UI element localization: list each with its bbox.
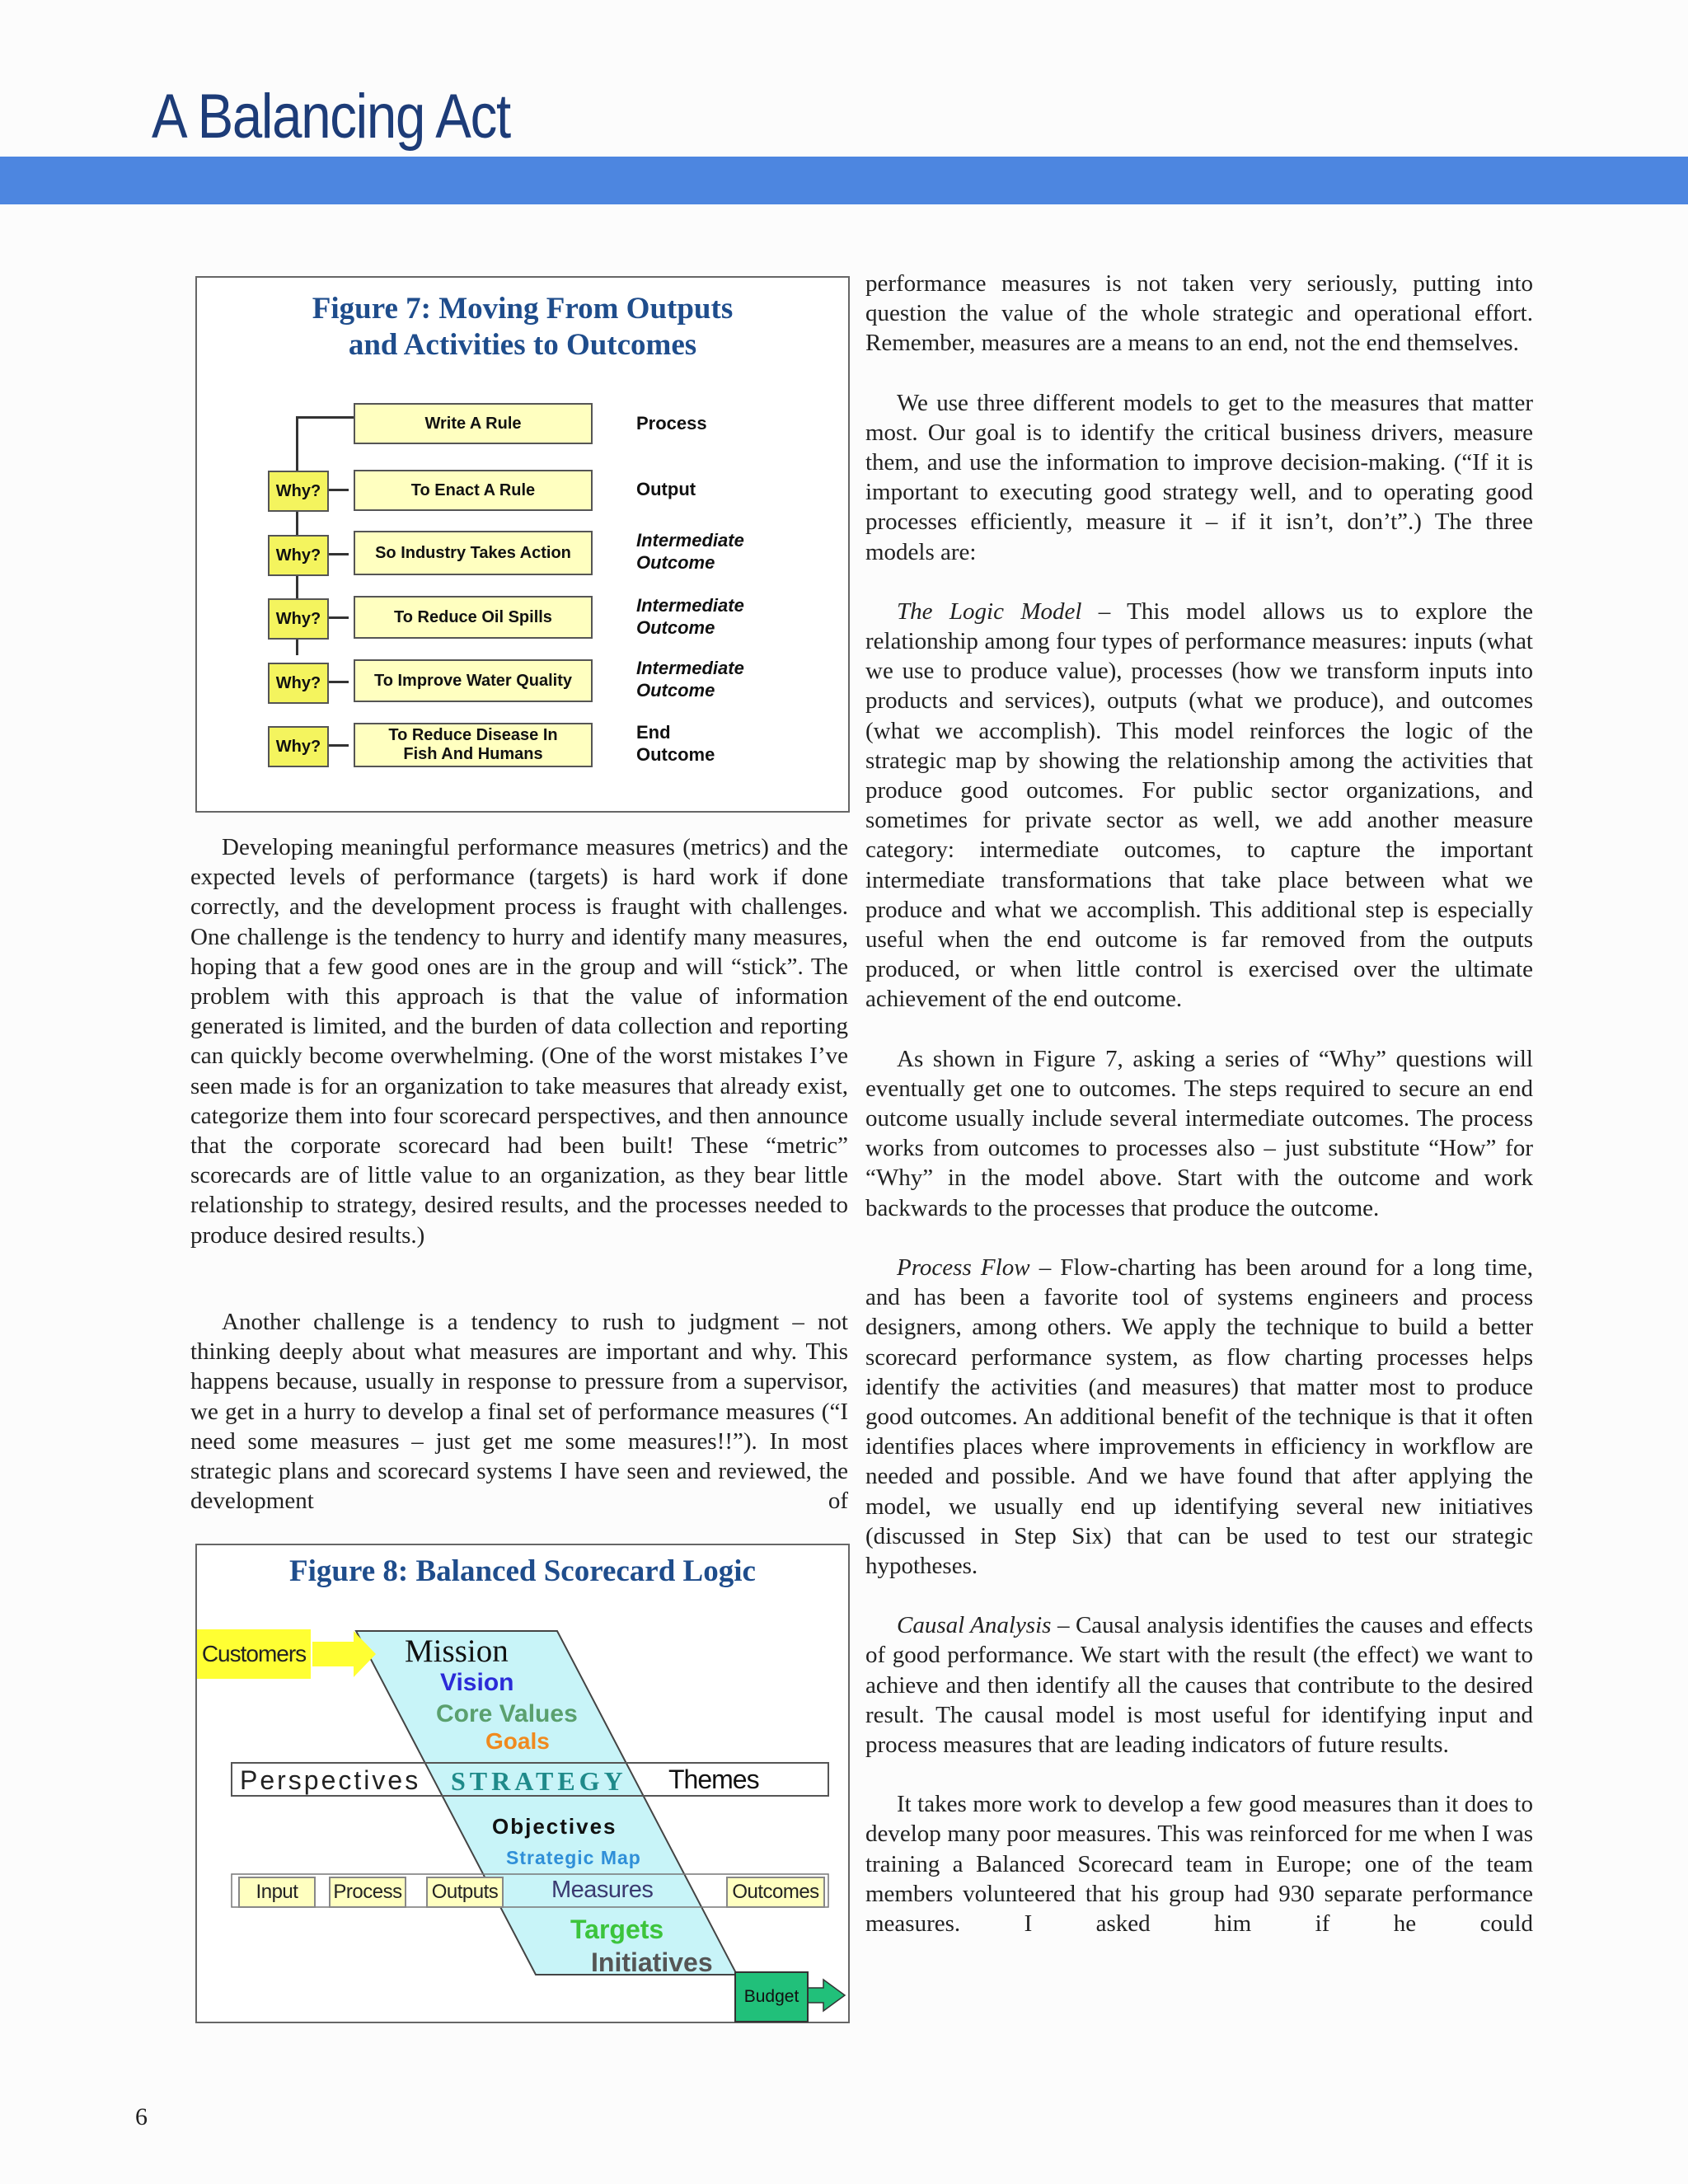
perspectives-label: Perspectives (240, 1765, 421, 1795)
figure-7-title (197, 291, 848, 363)
paragraph-process-flow (865, 1253, 1533, 1581)
paragraph-text: – Causal analysis identifies the causes and effects of good performance. We start with the result (the effect) we want to achieve and then identify all the causes that contribute to the desired result. The causal model is most useful for identifying input and process measures that are leading indicators of future results. (865, 1612, 1534, 1758)
budget-box: Budget (734, 1971, 809, 2022)
objectives-label: Objectives (492, 1814, 617, 1839)
why-connector (327, 553, 349, 555)
label-line2: Outcome (636, 617, 715, 638)
why-connector (327, 489, 349, 491)
vision-label: Vision (440, 1669, 514, 1696)
label-end-outcome (636, 721, 715, 766)
top-connector-line (296, 416, 354, 419)
box-write-a-rule: Write A Rule (354, 403, 593, 444)
left-column-upper (190, 832, 848, 1250)
figure-8-title: Figure 8: Balanced Scorecard Logic (289, 1554, 756, 1588)
label-intermediate-outcome (636, 657, 744, 701)
label-line1: Intermediate (636, 595, 744, 616)
label-output: Output (636, 479, 696, 499)
page-number: 6 (135, 2103, 148, 2130)
paragraph: We use three different models to get to the measures that matter most. Our goal is to identify the critical business drivers, measure them, and use the information to improve decision-making. (“If it is important to executing good strategy well, and to operating good processes efficiently, measure it – if it isn’t, don’t”.) The three models are: (865, 389, 1533, 565)
box-to-improve-water-quality: To Improve Water Quality (354, 659, 593, 702)
label-process: Process (636, 413, 707, 434)
goals-label: Goals (485, 1728, 550, 1754)
label-line2: Outcome (636, 680, 715, 701)
budget-arrow (805, 1980, 845, 2011)
right-column (865, 269, 1533, 1938)
initiatives-label: Initiatives (591, 1947, 713, 1977)
paragraph-causal-analysis (865, 1610, 1533, 1760)
figure-7-title-line2: and Activities to Outcomes (348, 328, 697, 362)
box-to-reduce-oil-spills: To Reduce Oil Spills (354, 596, 593, 639)
left-column-lower (190, 1307, 848, 1516)
figure-8 (195, 1544, 850, 2023)
paragraph: performance measures is not taken very seriously, putting into question the value of the whole strategic and operational effort. Remember, measures are a means to an end, not the end themselves. (865, 270, 1533, 357)
box-so-industry-takes-action: So Industry Takes Action (354, 531, 593, 575)
label-line1: Intermediate (636, 530, 744, 551)
paragraph: As shown in Figure 7, asking a series of “Why” questions will eventually get one to outcomes. The steps required to secure an end outcome usually include several intermediate outcomes. The process works from outcomes to processes also – just substitute “How” for “Why” in the model above. Start with the outcome and work backwards to the processes that produce the outcome. (865, 1045, 1533, 1221)
input-box: Input (238, 1877, 316, 1908)
strategy-parallelogram (356, 1631, 737, 1975)
why-label: Why? (268, 471, 329, 512)
label-line2: Outcome (636, 552, 715, 573)
strategy-label: STRATEGY (451, 1766, 627, 1796)
label-line1: Intermediate (636, 658, 744, 678)
label-line2: Outcome (636, 744, 715, 765)
paragraph: It takes more work to develop a few good measures than it does to develop many poor measures. This was reinforced for me when I was training a Balanced Scorecard team in Europe; one of the team members volunteered that his group had 930 separate performance measures. I asked him if he could (865, 1791, 1533, 1937)
page-title: A Balancing Act (152, 82, 510, 152)
why-connector (327, 616, 349, 619)
paragraph-text: – This model allows us to explore the relationship among four types of performance measures: inputs (what we use to produce value), processes (how we transform inputs into products and services), outputs (what we produce), and outcomes (what we accomplish). This model reinforces the logic of the strategic map by showing the relationship among the activities that produce good outcomes. For public sector organizations, and sometimes for private sector as well, we add another measure category: intermediate outcomes, to capture the important intermediate transformations that take place between what we produce and what we accomplish. This additional step is especially useful when the end outcome is far removed from the outputs produced, or when little control is exercised over the ultimate achievement of the end outcome. (865, 598, 1533, 1013)
logic-model-title: The Logic Model (897, 598, 1082, 625)
box-to-reduce-disease (354, 723, 593, 767)
why-label: Why? (268, 726, 329, 767)
box-line2: Fish And Humans (403, 745, 543, 763)
outputs-box: Outputs (426, 1877, 504, 1908)
why-connector (327, 681, 349, 683)
paragraph-text: – Flow-charting has been around for a long time, and has been a favorite tool of systems engineers and process designers, among others. We apply the technique to build a better scorecard performance system, as flow charting processes helps identify the activities (and measures) that matter most to produce good outcomes. An additional benefit of the technique is that it often identifies places where improvements in efficiency in workflow are needed and possible. And we have found that after applying the model, we usually end up identifying several new initiatives (discussed in Step Six) that can be used to test our strategic hypotheses. (865, 1254, 1533, 1579)
box-line1: To Reduce Disease In (388, 726, 558, 744)
why-connector (327, 744, 349, 747)
paragraph: Another challenge is a tendency to rush to judgment – not thinking deeply about what measures are important and why. This happens because, usually in response to pressure from a supervisor, we get in a hurry to develop a final set of performance measures (“I need some measures – just get me some measures!!”). In most strategic plans and scorecard systems I have seen and reviewed, the development of (190, 1309, 848, 1515)
figure-7 (195, 276, 850, 813)
figure-7-title-line1: Figure 7: Moving From Outputs (312, 292, 734, 326)
process-flow-title: Process Flow (897, 1254, 1030, 1281)
label-line1: End (636, 722, 671, 743)
label-intermediate-outcome (636, 594, 744, 639)
outcomes-box: Outcomes (726, 1877, 825, 1908)
why-label: Why? (268, 535, 329, 576)
core-values-label: Core Values (436, 1700, 578, 1727)
box-to-enact-a-rule: To Enact A Rule (354, 470, 593, 511)
strategic-map-label: Strategic Map (506, 1847, 641, 1868)
process-box: Process (329, 1877, 406, 1908)
customers-box: Customers (197, 1629, 311, 1679)
measures-label: Measures (551, 1877, 654, 1903)
why-label: Why? (268, 663, 329, 704)
header-band (0, 157, 1688, 204)
themes-label: Themes (668, 1765, 759, 1794)
mission-label: Mission (405, 1633, 509, 1669)
causal-analysis-title: Causal Analysis (897, 1612, 1052, 1639)
targets-label: Targets (570, 1915, 664, 1944)
label-intermediate-outcome (636, 529, 744, 574)
paragraph-logic-model (865, 597, 1533, 1015)
paragraph: Developing meaningful performance measures (metrics) and the expected levels of performance (targets) is hard work if done correctly, and the development process is fraught with challenges. One challenge is the tendency to hurry and identify many measures, hoping that a few good ones are in the group and will “stick”. The problem with this approach is that the value of information generated is limited, and the burden of data collection and reporting can quickly become overwhelming. (One of the worst mistakes I’ve seen made is for an organization to take measures that already exist, categorize them into four scorecard perspectives, and then announce that the corporate scorecard had been built! These “metric” scorecards are of little value to an organization, as they bear little relationship to strategy, desired results, and the processes needed to produce desired results.) (190, 834, 848, 1249)
why-label: Why? (268, 598, 329, 640)
